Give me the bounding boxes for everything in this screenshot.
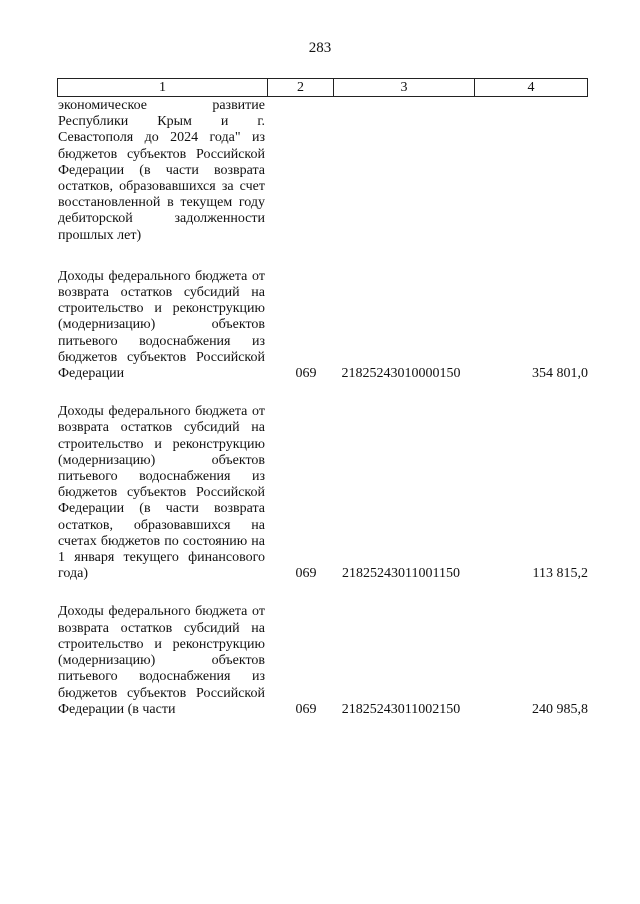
row-kbk: 21825243011002150	[341, 701, 461, 717]
table-row	[58, 98, 590, 244]
row-code: 069	[295, 701, 317, 717]
table-row	[58, 604, 590, 717]
table-header	[57, 78, 588, 97]
row-amount: 113 815,2	[532, 566, 588, 582]
row-description: Доходы федерального бюджета от возврата остатков субсидий на строительство и реконструкцию (модернизацию) объектов питьевого водоснабжения из бюджетов субъектов Российской Федерации (в части	[58, 604, 265, 717]
row-code: 069	[295, 566, 317, 582]
row-amount: 240 985,8	[532, 701, 588, 717]
header-col-4: 4	[475, 79, 588, 97]
table-body	[58, 98, 590, 718]
header-col-1: 1	[58, 79, 268, 97]
row-description: Доходы федерального бюджета от возврата остатков субсидий на строительство и реконструкцию (модернизацию) объектов питьевого водоснабжения из бюджетов субъектов Российской Федерации (в части возврата остатков, образовавшихся на счетах бюджетов по состоянию на 1 января текущего финансового года)	[58, 404, 265, 582]
row-amount: 354 801,0	[532, 366, 588, 382]
table-row	[58, 404, 590, 582]
row-code: 069	[295, 366, 317, 382]
row-kbk: 21825243011001150	[342, 566, 460, 582]
row-description: Доходы федерального бюджета от возврата остатков субсидий на строительство и реконструкцию (модернизацию) объектов питьевого водоснабжения из бюджетов субъектов Российской Федерации	[58, 268, 265, 382]
header-col-2: 2	[268, 79, 334, 97]
header-col-3: 3	[334, 79, 475, 97]
table-row	[58, 269, 590, 382]
row-description: экономическое развитие Республики Крым и г. Севастополя до 2024 года" из бюджетов субъектов Российской Федерации (в части возврата остатков, образовавшихся за счет восстановленной в текущем году дебиторской задолженности прошлых лет)	[58, 98, 265, 243]
page-number: 283	[308, 40, 332, 56]
row-kbk: 21825243010000150	[341, 366, 461, 382]
